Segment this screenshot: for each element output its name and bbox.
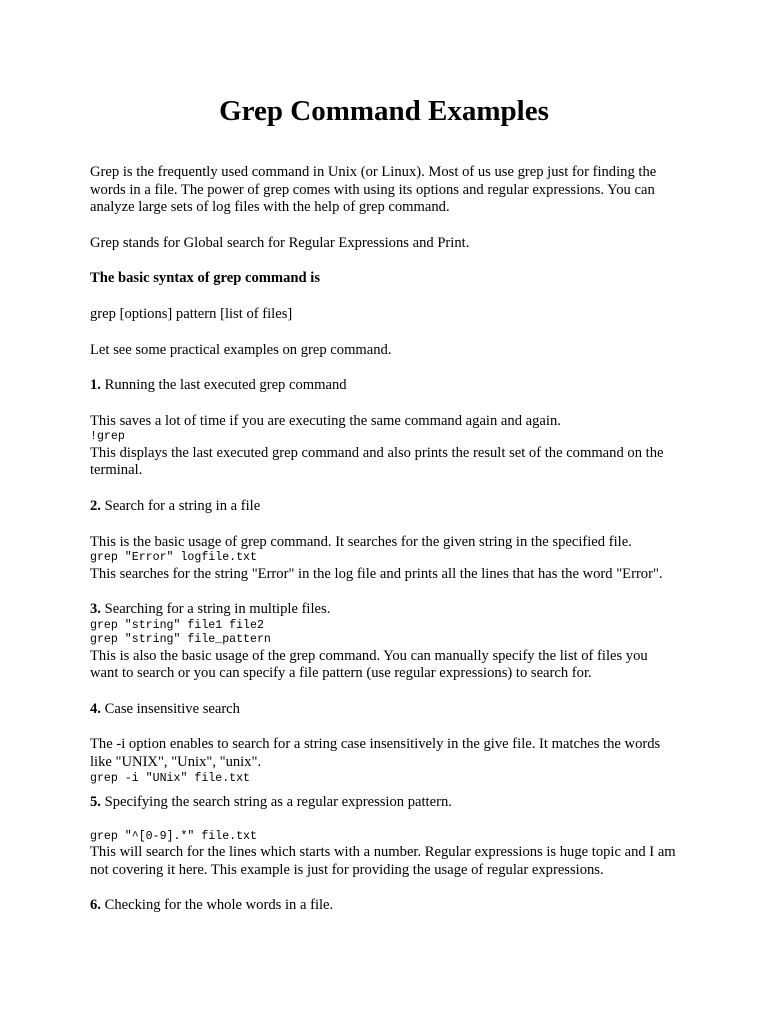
example-5-explanation: This will search for the lines which starts with a number. Regular expressions is huge topic and I am not covering it here. This example is just for providing the usage of regular expressions. <box>90 843 676 878</box>
example-number: 3. <box>90 601 101 618</box>
example-5-code: grep "^[0-9].*" file.txt <box>90 829 257 843</box>
example-title: Running the last executed grep command <box>100 377 347 394</box>
example-2-code: grep "Error" logfile.txt <box>90 551 257 565</box>
example-2-heading <box>90 498 678 516</box>
stands-for-paragraph: Grep stands for Global search for Regular Expressions and Print. <box>90 234 470 251</box>
example-2-description: This is the basic usage of grep command. It searches for the given string in the specified file. <box>90 533 632 550</box>
example-6-heading <box>90 897 678 915</box>
example-4-code: grep -i "UNix" file.txt <box>90 771 251 785</box>
example-title: Search for a string in a file <box>100 497 261 514</box>
example-3-code-line-1: grep "string" file1 file2 <box>90 618 264 632</box>
example-title: Case insensitive search <box>100 700 240 717</box>
example-3-explanation: This is also the basic usage of the grep command. You can manually specify the list of files you want to search or you can specify a file pattern (use regular expressions) to search for. <box>90 647 648 682</box>
example-5-heading <box>90 794 678 812</box>
example-number: 4. <box>90 700 101 717</box>
syntax-heading: The basic syntax of grep command is <box>90 270 321 287</box>
syntax-line: grep [options] pattern [list of files] <box>90 305 293 322</box>
example-title: Checking for the whole words in a file. <box>100 897 334 914</box>
intro-paragraph: Grep is the frequently used command in Unix (or Linux). Most of us use grep just for finding the words in a file. The power of grep comes with using its options and regular expressions. You can analyze large sets of log files with the help of grep command. <box>90 164 657 216</box>
example-2-explanation: This searches for the string "Error" in the log file and prints all the lines that has the word "Error". <box>90 565 663 582</box>
example-number: 1. <box>90 377 101 394</box>
page-title: Grep Command Examples <box>219 95 549 127</box>
example-number: 2. <box>90 497 101 514</box>
example-title: Searching for a string in multiple files. <box>100 601 331 618</box>
example-3-code-line-2: grep "string" file_pattern <box>90 633 271 647</box>
example-number: 5. <box>90 793 101 810</box>
lead-in-paragraph: Let see some practical examples on grep command. <box>90 341 392 358</box>
example-1-description: This saves a lot of time if you are executing the same command again and again. <box>90 412 561 429</box>
example-1-code: !grep <box>90 430 125 444</box>
example-number: 6. <box>90 897 101 914</box>
example-title: Specifying the search string as a regular expression pattern. <box>100 793 452 810</box>
example-1-heading <box>90 377 678 395</box>
example-4-description: The -i option enables to search for a string case insensitively in the give file. It matches the words like "UNIX", "Unix", "unix". <box>90 736 661 770</box>
example-3-heading <box>90 601 678 619</box>
example-4-heading <box>90 701 678 719</box>
example-1-explanation: This displays the last executed grep command and also prints the result set of the command on the terminal. <box>90 444 664 479</box>
spacer <box>90 786 678 794</box>
